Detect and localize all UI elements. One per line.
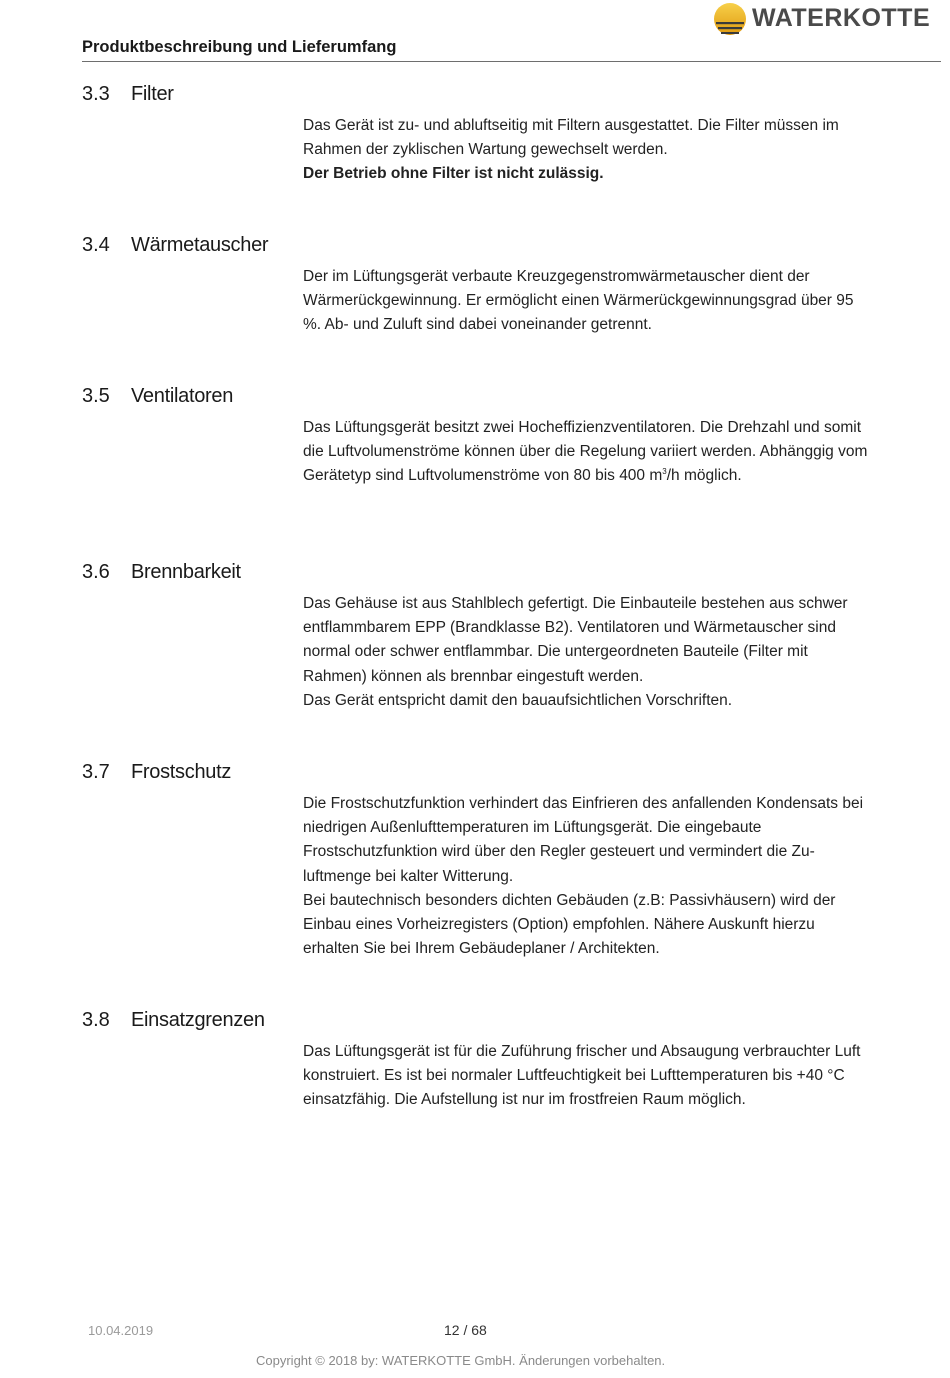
- section-title: Ventilatoren: [131, 385, 234, 407]
- logo-sun-icon: [712, 2, 748, 38]
- section-body: [303, 114, 873, 187]
- paragraph-tail: /h möglich.: [666, 467, 742, 485]
- section-body: [303, 792, 873, 961]
- section-title: Frostschutz: [131, 761, 232, 783]
- paragraph: Bei bautechnisch besonders dichten Gebäuden (z.B: Passivhäusern) wird der Einbau eines Vorheizregisters (Option) empfohlen. Nähere Auskunft hierzu erhalten Sie bei Ihrem Gebäudeplaner / Architekten.: [303, 891, 836, 958]
- footer-date: 10.04.2019: [88, 1323, 154, 1338]
- footer-copyright: Copyright © 2018 by: WATERKOTTE GmbH. Änderungen vorbehalten.: [256, 1353, 666, 1368]
- section-body: [303, 265, 873, 338]
- paragraph: Das Lüftungsgerät ist für die Zuführung frischer und Absaugung verbrauchter Luft konstruiert. Es ist bei normaler Luftfeuchtigkeit bei Lufttemperaturen bis +40 °C einsatzfähig. Die Aufstellung ist nur im frostfreien Raum möglich.: [303, 1043, 861, 1109]
- section-number: 3.7: [82, 761, 110, 783]
- section-number: 3.3: [82, 83, 110, 105]
- section-body: [303, 416, 873, 489]
- header-divider: [82, 61, 941, 62]
- paragraph: Das Gerät ist zu- und abluftseitig mit Filtern ausgestattet. Die Filter müssen im Rahmen der zyklischen Wartung gewechselt werden.: [303, 117, 839, 159]
- section-number: 3.5: [82, 385, 110, 407]
- paragraph: Der im Lüftungsgerät verbaute Kreuzgegenstromwärmetauscher dient der Wärmerückgewinnung. Er ermöglicht einen Wärmerückgewinnungsgrad über 95 %. Ab- und Zuluft sind dabei voneinander getrennt.: [303, 268, 854, 334]
- company-logo: [712, 0, 940, 38]
- section-body: [303, 592, 873, 713]
- section-number: 3.6: [82, 561, 110, 583]
- section-title: Einsatzgrenzen: [131, 1009, 265, 1031]
- paragraph: Die Frostschutzfunktion verhindert das Einfrieren des anfallenden Kondensats bei niedrigen Außenlufttemperaturen im Lüftungsgerät. Die eingebaute Frostschutzfunktion wird über den Regler gesteuert und vermindert die Zuluftmenge bei kalter Witterung.: [303, 795, 864, 885]
- paragraph: Das Gehäuse ist aus Stahlblech gefertigt. Die Einbauteile bestehen aus schwer entflammbarem EPP (Brandklasse B2). Ventilatoren und Wärmetauscher sind normal oder schwer entflammbar. Die untergeordneten Bauteile (Filter mit Rahmen) können als brennbar eingestuft werden.: [303, 595, 848, 685]
- section-number: 3.8: [82, 1009, 110, 1031]
- paragraph-text: Das Lüftungsgerät besitzt zwei Hocheffizienzventilatoren. Die Drehzahl und somit die Luftvolumenströme können über die Regelung variiert werden. Abhänggig vom Gerätetyp sind Luftvolumenströme von 80 bis 400 m: [303, 419, 868, 485]
- section-title: Wärmetauscher: [131, 234, 269, 256]
- paragraph: [303, 416, 873, 489]
- section-body: [303, 1040, 873, 1113]
- paragraph: Das Gerät entspricht damit den bauaufsichtlichen Vorschriften.: [303, 691, 733, 709]
- section-title: Brennbarkeit: [131, 561, 241, 583]
- section-number: 3.4: [82, 234, 110, 256]
- bold-note: Der Betrieb ohne Filter ist nicht zulässig.: [303, 165, 604, 183]
- logo-wordmark: WATERKOTTE: [752, 4, 931, 32]
- section-title: Filter: [131, 83, 174, 105]
- page-header-title: Produktbeschreibung und Lieferumfang: [82, 38, 397, 56]
- page-number: 12 / 68: [444, 1322, 487, 1338]
- superscript: 3: [662, 467, 667, 477]
